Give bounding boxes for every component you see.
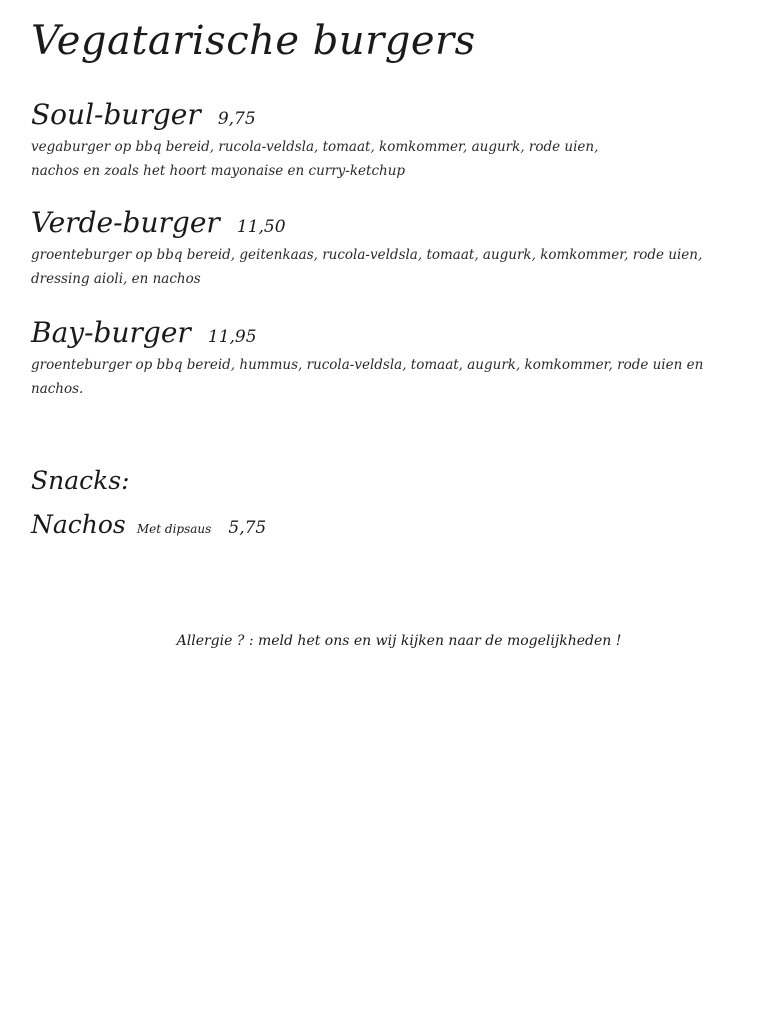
menu-item-name: Soul-burger: [31, 98, 201, 131]
menu-item-price: 11,50: [236, 217, 286, 237]
snacks-heading: Snacks:: [31, 466, 130, 495]
menu-item-verde-burger: [31, 206, 761, 291]
snack-item-price: 5,75: [228, 518, 267, 538]
menu-item-soul-burger: [31, 98, 761, 183]
allergy-note: Allergie ? : meld het ons en wij kijken naar de mogelijkheden !: [176, 633, 622, 649]
menu-item-description: [31, 353, 761, 401]
menu-item-bay-burger: [31, 316, 761, 401]
snack-item-name: Nachos: [31, 510, 126, 539]
menu-item-description: [31, 243, 761, 291]
menu-item-description-line: vegaburger op bbq bereid, rucola-veldsla, tomaat, komkommer, augurk, rode uien,: [31, 139, 599, 155]
menu-item-description-line: nachos en zoals het hoort mayonaise en curry-ketchup: [31, 163, 406, 179]
menu-item-price: 9,75: [217, 109, 256, 129]
snack-item-note: Met dipsaus: [136, 522, 212, 536]
menu-item-price: 11,95: [207, 327, 257, 347]
menu-item-description-line: dressing aioli, en nachos: [31, 271, 201, 287]
menu-item-header: [31, 206, 761, 239]
menu-item-description-line: nachos.: [31, 381, 84, 397]
menu-item-header: [31, 316, 761, 349]
snack-item-nachos: [31, 510, 266, 539]
menu-item-name: Verde-burger: [31, 206, 220, 239]
menu-item-description-line: groenteburger op bbq bereid, geitenkaas, rucola-veldsla, tomaat, augurk, komkommer, rode uien,: [31, 247, 703, 263]
menu-item-description: [31, 135, 761, 183]
menu-item-name: Bay-burger: [31, 316, 191, 349]
page-title: Vegatarische burgers: [31, 18, 476, 64]
menu-item-header: [31, 98, 761, 131]
menu-item-description-line: groenteburger op bbq bereid, hummus, rucola-veldsla, tomaat, augurk, komkommer, rode uien en: [31, 357, 704, 373]
